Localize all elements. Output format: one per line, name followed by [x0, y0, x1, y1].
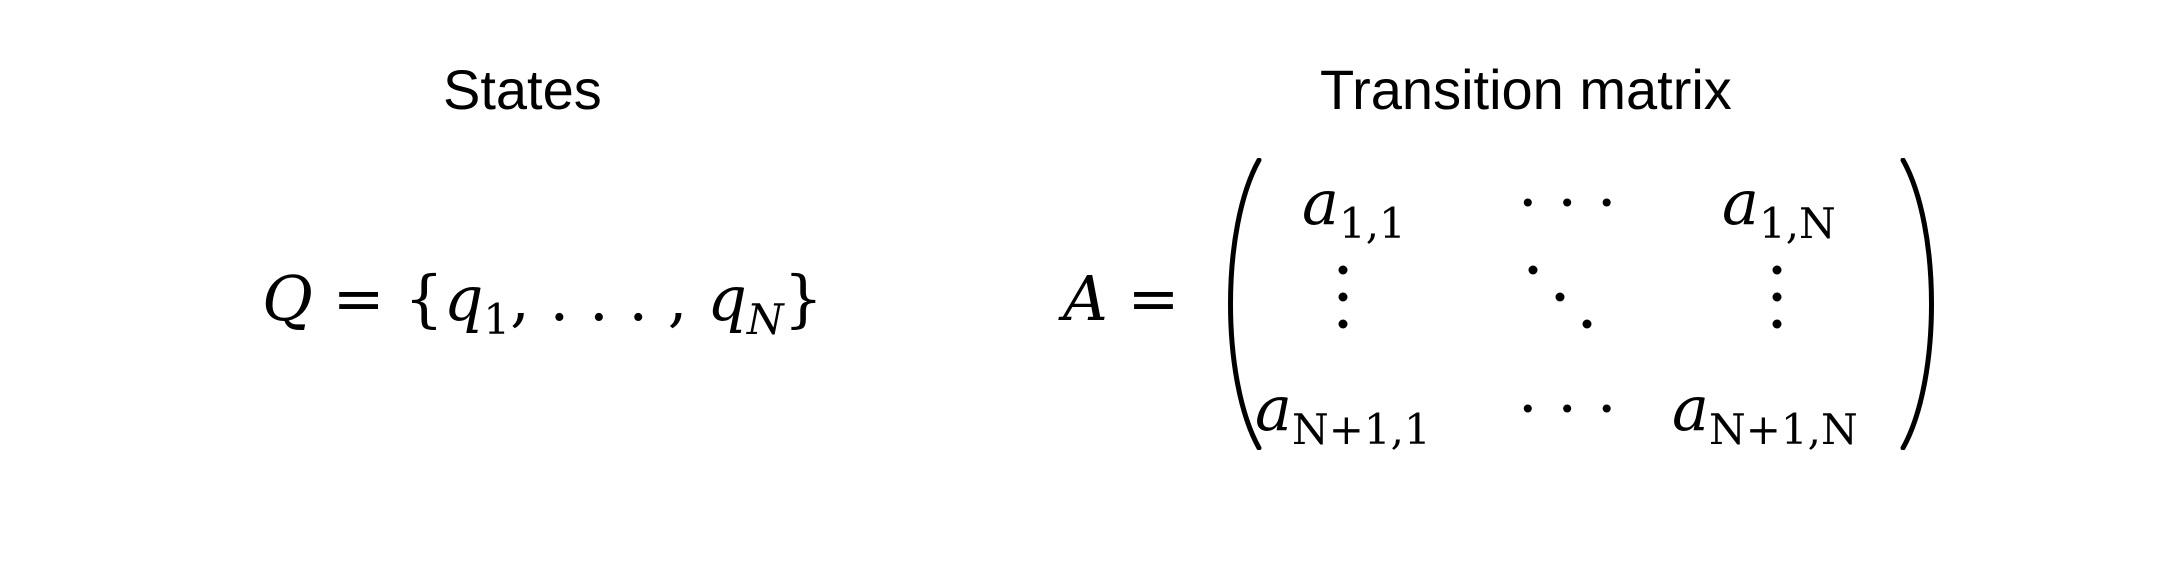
- first-state-symbol: q: [443, 262, 484, 335]
- states-heading: States: [443, 58, 602, 121]
- transition-matrix-heading: Transition matrix: [1320, 58, 1732, 121]
- equals-sign: =: [332, 262, 385, 335]
- cell-subscript: 1,1: [1338, 199, 1406, 248]
- matrix-cell-3-1: [1255, 372, 1431, 454]
- matrix-cell-2-2-ddots: [1525, 262, 1595, 332]
- cell-base: a: [1672, 372, 1709, 445]
- last-state-symbol: q: [707, 262, 747, 335]
- right-parenthesis: [1897, 158, 1947, 450]
- matrix-cell-1-3: [1722, 166, 1836, 248]
- open-brace: {: [404, 262, 444, 335]
- matrix-cell-2-1-vdots: [1338, 262, 1348, 332]
- matrix-cell-3-3: [1672, 372, 1858, 454]
- cell-base: a: [1255, 372, 1292, 445]
- matrix-cell-1-2: · · ·: [1518, 166, 1617, 239]
- matrix-symbol: A: [1063, 262, 1108, 335]
- states-formula: [262, 262, 824, 344]
- ellipsis-separator: , . . . ,: [510, 262, 708, 335]
- matrix-lhs: [1063, 262, 1180, 335]
- close-brace: }: [783, 262, 824, 335]
- cell-subscript: 1,N: [1758, 199, 1836, 248]
- matrix-equals-sign: =: [1127, 262, 1180, 335]
- cell-subscript: N+1,1: [1291, 405, 1431, 454]
- states-symbol: Q: [262, 262, 313, 335]
- matrix-cell-2-3-vdots: [1772, 262, 1782, 332]
- cell-base: a: [1722, 166, 1759, 239]
- first-state-subscript: 1: [483, 295, 511, 344]
- cell-subscript: N+1,N: [1708, 405, 1858, 454]
- last-state-subscript: N: [746, 295, 784, 344]
- cell-base: a: [1302, 166, 1339, 239]
- matrix-cell-3-2: · · ·: [1518, 372, 1617, 445]
- matrix-cell-1-1: [1302, 166, 1406, 248]
